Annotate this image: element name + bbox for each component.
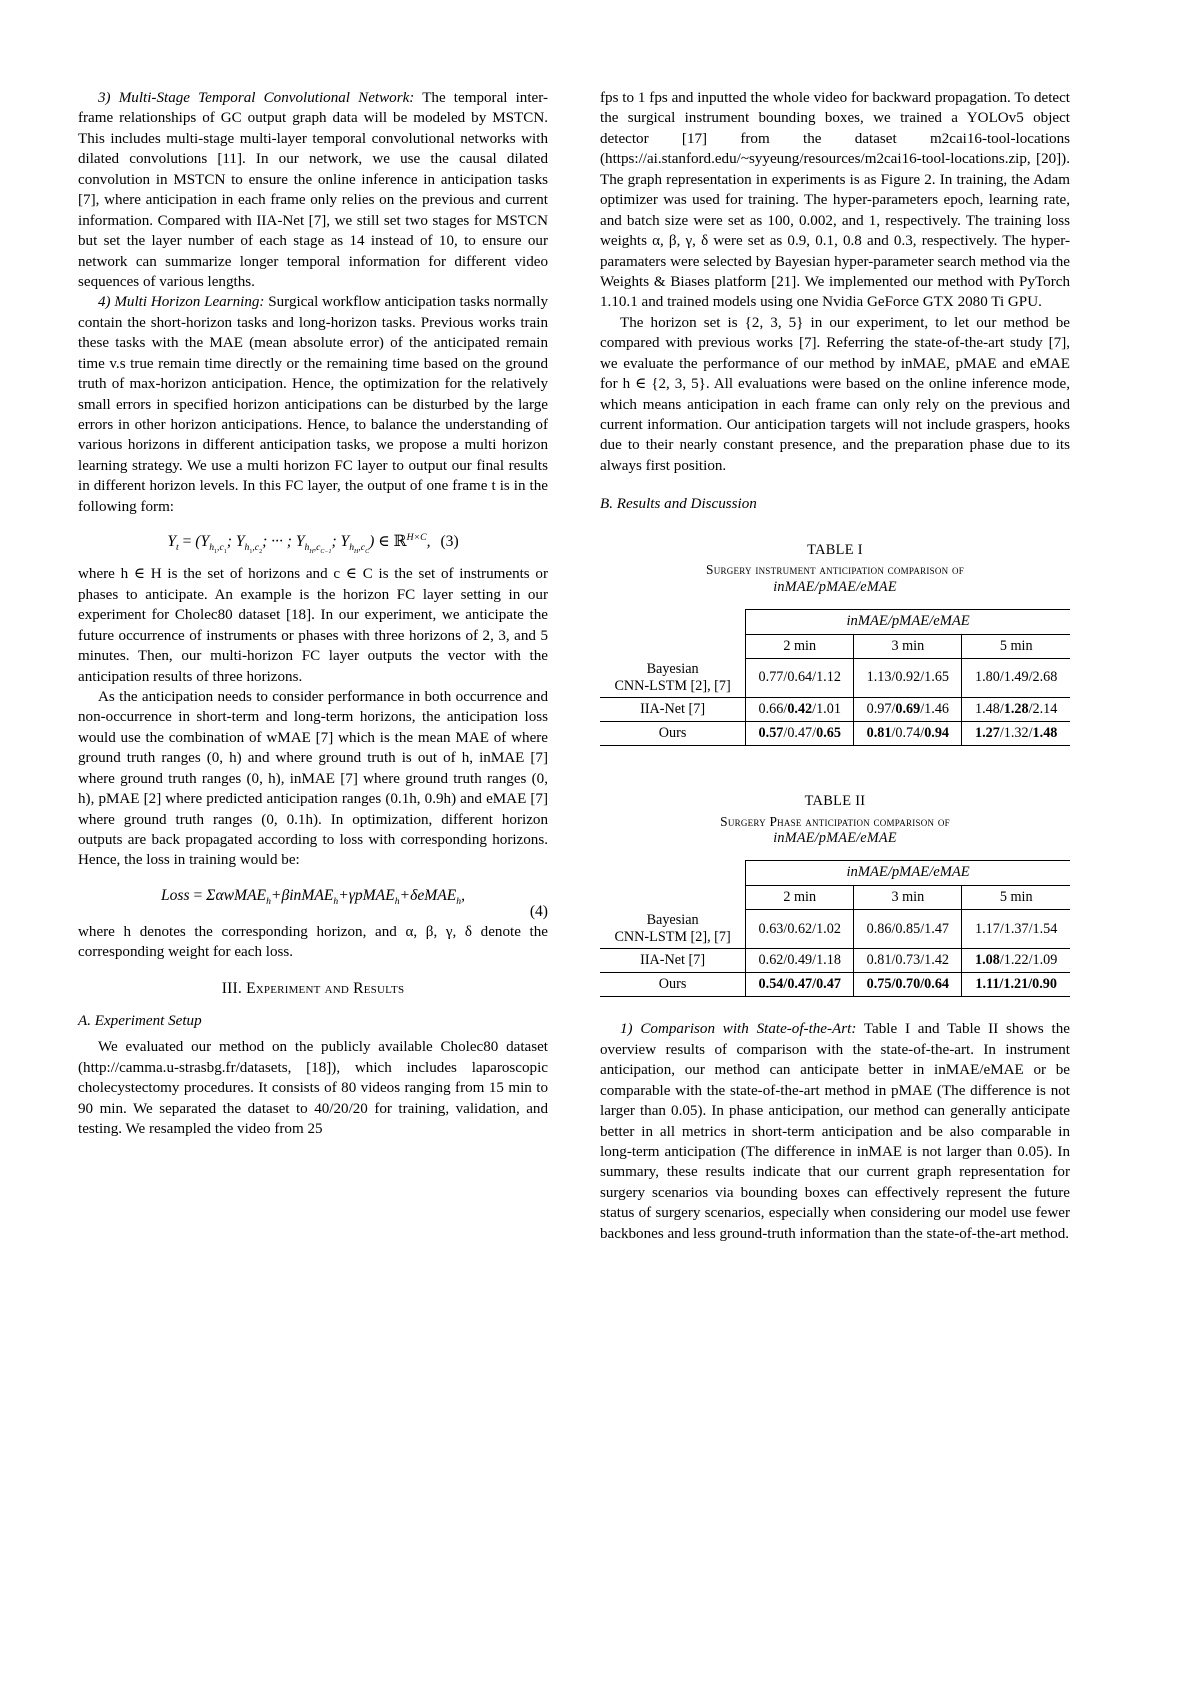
equation-4	[78, 885, 548, 906]
table-2-row0-label	[600, 910, 746, 949]
table-1-col-header-3min: 3 min	[854, 634, 962, 658]
table-1-row2-cell2: 1.27/1.32/1.48	[962, 721, 1070, 745]
table-2-row0-label-line2: CNN-LSTM [2], [7]	[614, 928, 731, 945]
table-2-wrapper	[600, 792, 1070, 997]
table-2-caption-line2: inMAE/pMAE/eMAE	[773, 830, 897, 847]
left-column	[78, 88, 548, 1568]
equation-3-body: $Y_t = (Y_{h_1,c_1}$; $Y_{h_1,c_2}$; ··· ; $Y_{h_H,c_{C-1}}$; $Y_{h_H,c_C}$) ∈ ℝ$^{H\times C}$,	[167, 532, 431, 556]
table-1-row0-label	[600, 659, 746, 698]
table-row	[600, 910, 1070, 949]
table-2-group-header-row	[600, 861, 1070, 886]
paragraph-where-h: where h ∈ H is the set of horizons and c ∈ C is the set of instruments or phases to anticipate. An example is the horizon FC layer setting in our experiment for Cholec80 dataset [18]. In our experiment, we anticipate the future occurrence of instruments or phases with three horizons of 2, 3, and 5 minutes. Then, our multi-horizon FC layer outputs the vector with the anticipation results of three horizons.	[78, 566, 548, 685]
table-2-row1-cell2: 1.08/1.22/1.09	[962, 948, 1070, 972]
run-in-heading-multi-horizon: 4) Multi Horizon Learning:	[98, 294, 265, 311]
table-1-row1-cell1: 0.97/0.69/1.46	[854, 697, 962, 721]
paragraph-multi-horizon-body: Surgical workflow anticipation tasks normally contain the short-horizon tasks and long-horizon tasks. Previous works train these tasks with the MAE (mean absolute error) of the anticipated remain time v.s true remain time directly or the remaining time based on the ground truth of max-horizon anticipation. Hence, the optimization for the relatively small errors in specified horizon anticipations can be disturbed by the large errors in other horizon anticipations. Hence, to balance the understanding of various horizons in different anticipation tasks, we propose a multi horizon learning strategy. We use a multi horizon FC layer to output our final results in different horizon levels. In this FC layer, the output of one frame t is in the following form:	[78, 294, 548, 515]
table-1-empty-header	[600, 634, 746, 658]
table-1	[600, 609, 1070, 746]
table-2-corner-cell	[600, 861, 746, 886]
table-2-row1-label: IIA-Net [7]	[600, 948, 746, 972]
table-1-row2-cell0: 0.57/0.47/0.65	[746, 721, 854, 745]
table-1-row0-label-line1: Bayesian	[646, 660, 699, 677]
subsection-heading-experiment-setup: A. Experiment Setup	[78, 1013, 202, 1029]
table-1-col-header-2min: 2 min	[746, 634, 854, 658]
paragraph-experiment-setup: We evaluated our method on the publicly available Cholec80 dataset (http://camma.u-strasbg.fr/datasets, [18]), which includes laparoscopic cholecystectomy procedures. It consists of 80 videos ranging from 15 min to 90 min. We separated the dataset to 40/20/20 for training, validation, and testing. We resampled the video from 25	[78, 1039, 548, 1138]
table-1-row0-label-line2: CNN-LSTM [2], [7]	[614, 677, 731, 694]
run-in-heading-mstcn: 3) Multi-Stage Temporal Convolutional Network:	[98, 90, 415, 106]
equation-3-number: (3)	[440, 533, 459, 551]
table-2-col-header-2min: 2 min	[746, 886, 854, 910]
paragraph-multi-horizon	[78, 292, 548, 517]
table-2-col-header-5min: 5 min	[962, 886, 1070, 910]
paragraph-mstcn	[78, 88, 548, 292]
table-1-caption-line2: inMAE/pMAE/eMAE	[773, 579, 897, 596]
table-1-row1-cell0: 0.66/0.42/1.01	[746, 697, 854, 721]
table-1-column-header-row	[600, 634, 1070, 658]
paragraph-comparison-body: Table I and Table II shows the overview results of comparison with the state-of-the-art. In instrument anticipation, our method can anticipate better in inMAE/eMAE or be comparable with the state-of-the-art method in pMAE (The difference is not larger than 0.05). In phase anticipation, our method can generally anticipate better in all metrics in short-term anticipation and be also comparable in long-term anticipation (The difference in inMAE is not larger than 0.05). In summary, these results indicate that our current graph representation for surgery scenarios via bounding boxes can effectively represent the future status of surgery scenarios, especially when considering our model use fewer backbones and less ground-truth information than the state-of-the-art method.	[600, 1021, 1070, 1242]
subsection-heading-results: B. Results and Discussion	[600, 496, 757, 513]
run-in-heading-comparison: 1) Comparison with State-of-the-Art:	[620, 1021, 857, 1038]
table-2-caption-line1: Surgery Phase anticipation comparison of	[720, 813, 950, 829]
table-1-label: TABLE I	[807, 541, 863, 558]
table-1-corner-cell	[600, 610, 746, 635]
table-1-row0-cell2: 1.80/1.49/2.68	[962, 659, 1070, 698]
table-1-wrapper	[600, 541, 1070, 746]
table-2-row0-cell1: 0.86/0.85/1.47	[854, 910, 962, 949]
equation-4-body: Loss = ΣαwMAE$_h$+βinMAE$_h$+γpMAE$_h$+δeMAE$_h$,	[160, 886, 466, 907]
paragraph-horizon-set: The horizon set is {2, 3, 5} in our experiment, to let our method be compared with previous works [7]. Referring the state-of-the-art study [7], we evaluate the performance of our method by inMAE, pMAE and eMAE for h ∈ {2, 3, 5}. All evaluations were based on the online inference mode, which means anticipation in each frame can only rely on the previous and current information. Our anticipation targets will not include graspers, hooks due to their nearly constant presence, and the preparation phase due to its always first position.	[600, 314, 1070, 474]
table-2-row1-cell1: 0.81/0.73/1.42	[854, 948, 962, 972]
table-row	[600, 948, 1070, 972]
table-1-row0-cell0: 0.77/0.64/1.12	[746, 659, 854, 698]
table-2-row0-cell0: 0.63/0.62/1.02	[746, 910, 854, 949]
table-2-caption	[600, 814, 1070, 849]
table-row	[600, 973, 1070, 997]
table-2-row2-label: Ours	[600, 973, 746, 997]
table-2-col-header-3min: 3 min	[854, 886, 962, 910]
table-2-row0-label-line1: Bayesian	[646, 911, 699, 928]
table-row	[600, 721, 1070, 745]
table-1-caption	[600, 562, 1070, 597]
paragraph-implementation: fps to 1 fps and inputted the whole video for backward propagation. To detect the surgical instrument bounding boxes, we trained a YOLOv5 object detector [17] from the dataset m2cai16-tool-locations (https://ai.stanford.edu/~syyeung/resources/m2cai16-tool-locations.zip, [20]). The graph representation in experiments is as Figure 2. In training, the Adam optimizer was used for training. The hyper-parameters epoch, learning rate, and batch size were set as 100, 0.002, and 1, respectively. The training loss weights α, β, γ, δ were set as 0.9, 0.1, 0.8 and 0.3, respectively. The hyper-paramaters were selected by Bayesian hyper-parameter search method via the Weights & Biases platform [21]. We implemented our method with PyTorch 1.10.1 and trained models using one Nvidia GeForce GTX 2080 Ti GPU.	[600, 90, 1070, 311]
table-2-empty-header	[600, 886, 746, 910]
table-2-row2-cell0: 0.54/0.47/0.47	[746, 973, 854, 997]
table-1-caption-line1: Surgery instrument anticipation comparison of	[706, 562, 964, 578]
table-2-row2-cell1: 0.75/0.70/0.64	[854, 973, 962, 997]
table-row	[600, 697, 1070, 721]
right-column	[600, 88, 1070, 1568]
table-2-group-header: inMAE/pMAE/eMAE	[746, 861, 1070, 886]
paragraph-comparison-sota	[600, 1019, 1070, 1244]
table-1-row0-cell1: 1.13/0.92/1.65	[854, 659, 962, 698]
table-2	[600, 860, 1070, 997]
paragraph-anticipation-loss: As the anticipation needs to consider performance in both occurrence and non-occurrence in short-term and long-term horizons, the anticipation loss would use the combination of wMAE [7] which is the mean MAE of where ground truth ranges (0, h) and where ground truth is out of h, inMAE [7] where ground truth ranges (0, h), inMAE [7] where ground truth ranges (0, h), pMAE [2] where predicted anticipation ranges (0.1h, 0.9h) and eMAE [7] where ground truth ranges (0, 0.1h). In optimization, different horizon outputs are back propagated according to loss with corresponding horizons. Hence, the loss in training would be:	[78, 688, 548, 869]
paragraph-mstcn-body: The temporal inter-frame relationships of GC output graph data will be modeled by MSTCN. This includes multi-stage multi-layer temporal convolutional networks with dilated convolutions [11]. In our network, we use the causal dilated convolution in MSTCN to ensure the online inference in anticipation tasks [7], where anticipation in each frame only relies on the previous and current information. Compared with IIA-Net [7], we still set two stages for MSTCN but set the layer number of each stage as 14 instead of 10, to ensure our network can summarize longer temporal information for different video sequences of various lengths.	[78, 90, 548, 290]
table-1-row1-label: IIA-Net [7]	[600, 697, 746, 721]
table-1-row1-cell2: 1.48/1.28/2.14	[962, 697, 1070, 721]
table-1-group-header-row	[600, 610, 1070, 635]
table-1-group-header: inMAE/pMAE/eMAE	[746, 610, 1070, 635]
table-2-label: TABLE II	[804, 793, 866, 810]
two-column-body	[78, 88, 1118, 1568]
table-2-row2-cell2: 1.11/1.21/0.90	[962, 973, 1070, 997]
equation-4-number: (4)	[529, 903, 548, 921]
paragraph-where-denotes: where h denotes the corresponding horizon, and α, β, γ, δ denote the corresponding weight for each loss.	[78, 924, 548, 961]
table-2-row0-cell2: 1.17/1.37/1.54	[962, 910, 1070, 949]
table-row	[600, 659, 1070, 698]
equation-3	[78, 531, 548, 556]
table-2-row1-cell0: 0.62/0.49/1.18	[746, 948, 854, 972]
table-1-row2-cell1: 0.81/0.74/0.94	[854, 721, 962, 745]
section-heading-experiment: III. Experiment and Results	[221, 979, 405, 997]
table-1-col-header-5min: 5 min	[962, 634, 1070, 658]
table-2-column-header-row	[600, 886, 1070, 910]
table-1-row2-label: Ours	[600, 721, 746, 745]
